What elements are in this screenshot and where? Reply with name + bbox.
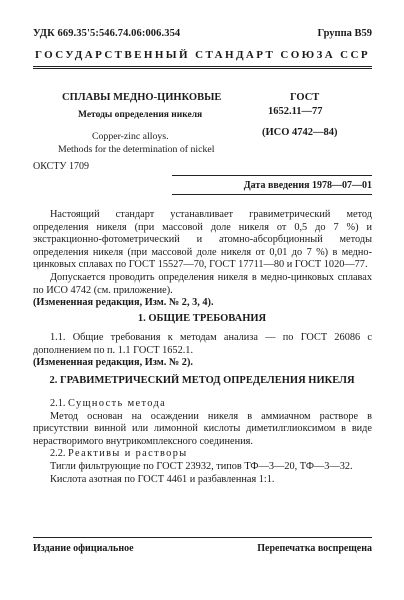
footer-divider	[33, 537, 372, 538]
title-english-line1: Copper-zinc alloys.	[92, 131, 169, 142]
section-1-heading: 1. ОБЩИЕ ТРЕБОВАНИЯ	[137, 313, 267, 324]
subsection-2-1-text: Метод основан на осаждении никеля в аммиачном растворе в присутствии винной или лимонной кислоты диметилглиоксимом в виде нерастворимого внутрикомплексного соединения.	[33, 410, 372, 447]
gost-number: 1652.11—77	[268, 106, 323, 117]
introduction-date: Дата введения 1978—07—01	[243, 180, 372, 191]
gost-label: ГОСТ	[290, 92, 320, 103]
section-1	[33, 332, 372, 370]
title-subtitle: Методы определения никеля	[78, 110, 203, 120]
iso-reference: (ИСО 4742—84)	[262, 127, 338, 138]
subsection-2-2-label: Реактивы и растворы	[68, 448, 188, 460]
udk-code: УДК 669.35'5:546.74.06:006.354	[33, 28, 181, 39]
subsection-2-1-title	[33, 398, 372, 411]
intro-paragraph-1: Настоящий стандарт устанавливает гравиметрический метод определения никеля (при массовой доле никеля от 0,5 до 7 %) и экстракционно-фотометрический и атомно-абсорбционный методы определения никеля (при массовой доле никеля от 0,01 до 7 %) в медно-цинковых сплавах по ГОСТ 15527—70, ГОСТ 17711—80 и ГОСТ 1020—77.	[33, 209, 372, 271]
intro-section	[33, 209, 372, 310]
header-divider-top	[33, 66, 372, 67]
subsection-2-2-title	[33, 448, 372, 461]
footer-official-edition: Издание официальное	[33, 543, 134, 554]
state-standard-heading: ГОСУДАРСТВЕННЫЙ СТАНДАРТ СОЮЗА ССР	[35, 49, 370, 61]
intro-paragraph-2: Допускается проводить определения никеля в медно-цинковых сплавах по ИСО 4742 (см. приложение).	[33, 271, 372, 296]
footer-reprint-prohibited: Перепечатка воспрещена	[257, 543, 372, 554]
subsection-2-1-number: 2.1.	[50, 398, 66, 409]
title-english-line2: Methods for the determination of nickel	[58, 144, 215, 155]
date-divider-top	[172, 175, 372, 176]
title-russian: СПЛАВЫ МЕДНО-ЦИНКОВЫЕ	[62, 92, 222, 103]
section-2-heading: 2. ГРАВИМЕТРИЧЕСКИЙ МЕТОД ОПРЕДЕЛЕНИЯ НИКЕЛЯ	[49, 375, 355, 386]
header-divider-bottom	[33, 68, 372, 69]
reagent-line-2: Кислота азотная по ГОСТ 4461 и разбавленная 1:1.	[50, 473, 275, 485]
section-2	[33, 398, 372, 486]
intro-amendment: (Измененная редакция, Изм. № 2, 3, 4).	[33, 297, 214, 309]
subsection-2-1-label: Сущность метода	[68, 398, 167, 409]
section-1-paragraph: 1.1. Общие требования к методам анализа — по ГОСТ 26086 с дополнением по п. 1.1 ГОСТ 1652.1.	[33, 332, 372, 356]
okstu-code: ОКСТУ 1709	[33, 161, 90, 172]
subsection-2-2-number: 2.2.	[50, 448, 66, 460]
date-divider-bottom	[172, 194, 372, 195]
reagent-line-1: Тигли фильтрующие по ГОСТ 23932, типов ТФ—3—20, ТФ—3—32.	[50, 460, 353, 472]
section-1-amendment: (Измененная редакция, Изм. № 2).	[33, 357, 193, 369]
group-code: Группа В59	[317, 28, 372, 39]
